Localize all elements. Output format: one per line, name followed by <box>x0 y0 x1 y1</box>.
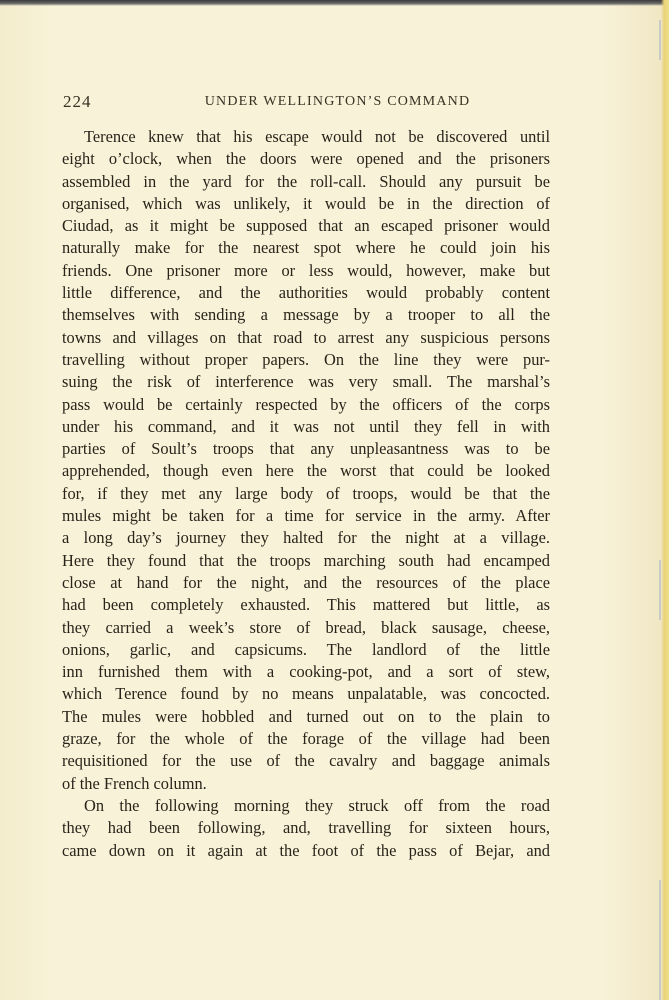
text-line: themselves with sending a message by a trooper to all the <box>62 305 550 325</box>
text-line: suing the risk of interference was very small. The marshal’s <box>62 372 550 392</box>
text-line: which Terence found by no means unpalatable, was concocted. <box>62 684 550 704</box>
page-edge-mark <box>659 880 661 1000</box>
text-line: towns and villages on that road to arrest any suspicious persons <box>62 327 550 347</box>
page-top-edge <box>0 0 669 6</box>
text-line: parties of Soult’s troops that any unpleasantness was to be <box>62 439 550 459</box>
text-line: inn furnished them with a cooking-pot, and a sort of stew, <box>62 662 550 682</box>
text-line: eight o’clock, when the doors were opened and the prisoners <box>62 149 550 169</box>
page-edge-mark <box>659 560 661 620</box>
text-line: requisitioned for the use of the cavalry and baggage animals <box>62 751 550 771</box>
text-line: of the French column. <box>62 773 207 793</box>
text-line: friends. One prisoner more or less would, however, make but <box>62 260 550 280</box>
text-line: Here they found that the troops marching south had encamped <box>62 550 550 570</box>
text-line: close at hand for the night, and the resources of the place <box>62 572 550 592</box>
text-line: mules might be taken for a time for service in the army. After <box>62 506 550 526</box>
page-right-edge <box>661 0 669 1000</box>
text-line: travelling without proper papers. On the line they were pur- <box>62 349 550 369</box>
text-line: a long day’s journey they halted for the night at a village. <box>62 528 550 548</box>
text-line: The mules were hobbled and turned out on to the plain to <box>62 706 550 726</box>
running-head: UNDER WELLINGTON’S COMMAND <box>204 94 471 109</box>
text-line: they carried a week’s store of bread, black sausage, cheese, <box>62 617 550 637</box>
text-line: On the following morning they struck off from the road <box>84 795 550 815</box>
text-line: had been completely exhausted. This mattered but little, as <box>62 595 550 615</box>
text-line: under his command, and it was not until they fell in with <box>62 416 550 436</box>
body-text <box>62 126 550 862</box>
text-line: onions, garlic, and capsicums. The landlord of the little <box>62 639 550 659</box>
text-line: they had been following, and, travelling for sixteen hours, <box>62 818 550 838</box>
text-line: Ciudad, as it might be supposed that an escaped prisoner would <box>62 216 550 236</box>
text-line: for, if they met any large body of troops, would be that the <box>62 483 550 503</box>
text-line: naturally make for the nearest spot where he could join his <box>62 238 550 258</box>
text-line: little difference, and the authorities would probably content <box>62 283 550 303</box>
text-line: Terence knew that his escape would not be discovered until <box>84 127 550 146</box>
text-line: came down on it again at the foot of the pass of Bejar, and <box>62 840 550 860</box>
page-number: 224 <box>63 92 92 111</box>
page-header <box>60 92 615 112</box>
text-line: assembled in the yard for the roll-call. Should any pursuit be <box>62 171 550 191</box>
text-line: apprehended, though even here the worst that could be looked <box>62 461 550 481</box>
text-line: organised, which was unlikely, it would be in the direction of <box>62 193 550 213</box>
page-edge-mark <box>659 20 661 60</box>
text-line: graze, for the whole of the forage of the village had been <box>62 729 550 749</box>
text-line: pass would be certainly respected by the officers of the corps <box>62 394 550 414</box>
